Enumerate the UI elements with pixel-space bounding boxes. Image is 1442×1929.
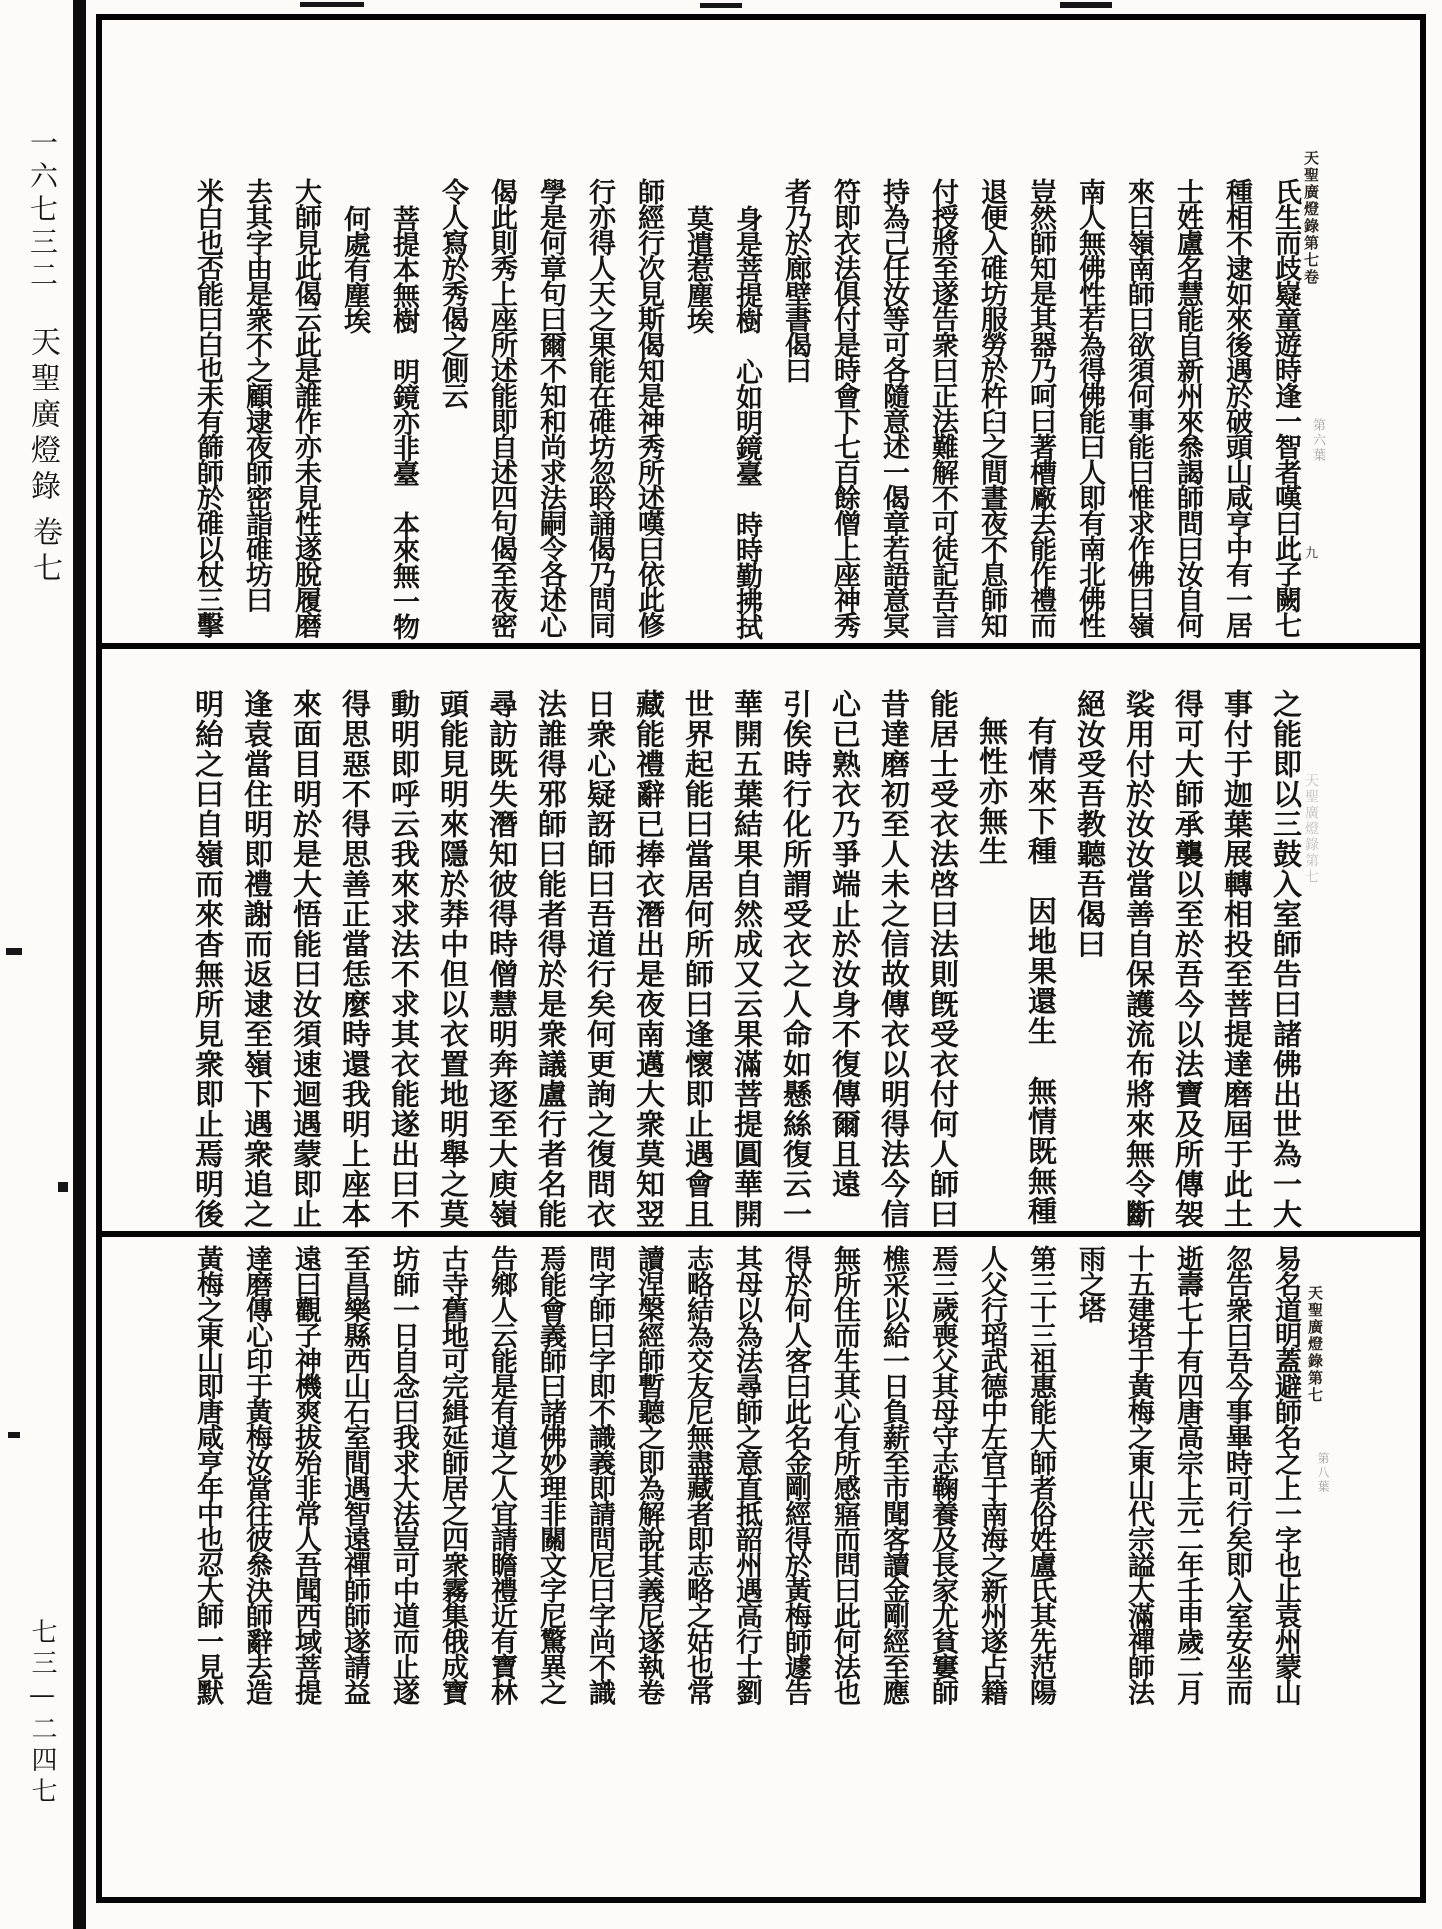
text-column: 讀涅槃經師暫聽之即為解說其義尼遂執卷	[633, 1245, 664, 1704]
margin-serial-number: 一六七三二	[26, 128, 59, 293]
text-column: 坊師一日自念曰我求大法豈可中道而止遂	[388, 1245, 419, 1704]
scan-noise	[8, 1432, 20, 1438]
text-column: 黃梅之東山即唐咸亨年中也忍大師一見默	[192, 1245, 223, 1704]
text-column: 忽告衆曰吾今事畢時可行矣即入室安坐而	[1221, 1245, 1252, 1704]
text-column: 志略結為交友尼無盡藏者即志略之姑也常	[682, 1245, 713, 1704]
text-column: 藏能禮辭已捧衣潛出是夜南邁大衆莫知翌	[632, 689, 666, 1229]
binding-bar	[73, 0, 86, 1929]
text-column: 得思惡不得思善正當恁麼時還我明上座本	[338, 689, 372, 1229]
text-column: 大師見此偈云此是誰作亦未見性遂脫履磨	[290, 178, 321, 637]
text-column: 事付于迦葉展轉相投至菩提達磨屆于此土	[1220, 689, 1254, 1229]
block3-sheet-mark: 第八葉	[1316, 1452, 1330, 1494]
column-area-3	[102, 1237, 1420, 1897]
text-column: 氏生而歧嶷童遊時逢一智者嘆曰此子闕七	[1270, 178, 1301, 637]
text-column: 士姓盧名慧能自新州來叅謁師問曰汝自何	[1172, 178, 1203, 637]
text-column: 豈然師知是其器乃呵曰著槽廠去能作禮而	[1025, 178, 1056, 637]
text-column: 焉能會義師曰諸佛妙理非關文字尼驚異之	[535, 1245, 566, 1704]
text-block-2	[102, 649, 1420, 1237]
text-column: 裟用付於汝汝當善自保護流布將來無令斷	[1122, 689, 1156, 1229]
text-column: 人父行瑫武德中左官于南海之新州遂占籍	[976, 1245, 1007, 1704]
text-column: 其母以為法尋師之意直抵韶州遇高行士劉	[731, 1245, 762, 1704]
text-column: 退便入碓坊服勞於杵臼之間晝夜不息師知	[976, 178, 1007, 637]
block2-ghost-annotation: 天聖廣燈錄第七	[1303, 773, 1319, 885]
text-column: 引俟時行化所謂受衣之人命如懸絲復云一	[779, 689, 813, 1229]
scan-noise	[58, 1182, 68, 1192]
text-column: 至昌樂縣西山石室間遇智遠禪師師遂請益	[339, 1245, 370, 1704]
text-column: 種相不逮如來後遇於破頭山咸亨中有一居	[1221, 178, 1252, 637]
text-column: 遠曰觀子神機爽拔殆非常人吾聞西域菩提	[290, 1245, 321, 1704]
text-column: 南人無佛性若為得佛能曰人即有南北佛性	[1074, 178, 1105, 637]
text-column: 行亦得人天之果能在碓坊忽聆誦偈乃問同	[584, 178, 615, 637]
text-column: 法誰得邪師曰能者得於是衆議盧行者名能	[534, 689, 568, 1229]
text-column: 得可大師承襲以至於吾今以法寶及所傳袈	[1171, 689, 1205, 1229]
scan-noise	[1060, 2, 1112, 8]
text-column: 頭能見明來隱於莽中但以衣置地明舉之莫	[436, 689, 470, 1229]
text-column: 告鄉人云能是有道之人宜請瞻禮近有寶林	[486, 1245, 517, 1704]
text-column: 能居士受衣法啓曰法則旣受衣付何人師曰	[926, 689, 960, 1229]
margin-volume-label: 卷七	[27, 516, 62, 588]
text-column: 無所住而生其心有所感寤而問曰此何法也	[829, 1245, 860, 1704]
text-column: 持為己任汝等可各隨意述一偈章若語意冥	[878, 178, 909, 637]
text-column: 樵采以給一日負薪至市聞客讀金剛經至應	[878, 1245, 909, 1704]
text-column: 達磨傳心印于黃梅汝當往彼叅決師辭去造	[241, 1245, 272, 1704]
text-column: 身是菩提樹 心如明鏡臺 時時勤拂拭	[731, 205, 762, 639]
margin-folio-number: 七三—二四七	[27, 1618, 57, 1808]
text-block-1	[102, 20, 1420, 649]
text-column: 之能即以三鼓入室師告曰諸佛出世為一大	[1269, 689, 1303, 1229]
text-column: 無性亦無生	[975, 716, 1009, 866]
text-column: 焉三歲喪父其母守志鞠養及長家尤貧窶師	[927, 1245, 958, 1704]
block1-small-header: 天聖廣燈錄第七卷	[1302, 150, 1320, 286]
text-column: 米白也否能曰白也未有篩師於碓以杖三擊	[192, 178, 223, 637]
text-column: 付授將至遂告衆曰正法難解不可徒記吾言	[927, 178, 958, 637]
text-column: 令人寫於秀偈之側云	[437, 178, 468, 408]
text-column: 來面目明於是大悟能曰汝須速迴遇蒙即止	[289, 689, 323, 1229]
scan-noise	[6, 948, 22, 955]
block3-small-header: 天聖廣燈錄第七	[1306, 1285, 1324, 1404]
text-column: 者乃於廊壁書偈曰	[780, 178, 811, 382]
text-column: 得於何人客曰此名金剛經得於黃梅師遽告	[780, 1245, 811, 1704]
text-column: 絕汝受吾教聽吾偈曰	[1073, 689, 1107, 959]
scan-noise	[300, 2, 364, 7]
text-column: 十五建塔于黃梅之東山代宗謚大滿禪師法	[1123, 1245, 1154, 1704]
text-column: 逝壽七十有四唐高宗上元二年壬申歲二月	[1172, 1245, 1203, 1704]
text-column: 符即衣法俱付是時會下七百餘僧上座神秀	[829, 178, 860, 637]
text-column: 莫遣惹塵埃	[682, 205, 713, 333]
column-area-2	[102, 649, 1420, 1231]
scan-noise	[700, 3, 742, 8]
text-column: 逢袁當住明即禮謝而返逮至嶺下遇衆追之	[240, 689, 274, 1229]
block1-sheet-mark: 第六葉	[1310, 418, 1325, 463]
column-area-1	[102, 20, 1420, 643]
text-column: 問字師曰字即不識義即請問尼曰字尚不識	[584, 1245, 615, 1704]
text-column: 世界起能曰當居何所師曰逢懷即止遇會且	[681, 689, 715, 1229]
text-column: 昔達磨初至人未之信故傳衣以明得法今信	[877, 689, 911, 1229]
text-column: 師經行次見斯偈知是神秀所述嘆曰依此修	[633, 178, 664, 637]
text-column: 尋訪既失潛知彼得時僧慧明奔逐至大庾嶺	[485, 689, 519, 1229]
text-block-3	[102, 1237, 1420, 1897]
text-column: 雨之塔	[1074, 1245, 1105, 1322]
text-column: 偈此則秀上座所述能即自述四句偈至夜密	[486, 178, 517, 637]
text-column: 第三十三祖惠能大師者俗姓盧氏其先范陽	[1025, 1245, 1056, 1704]
margin-book-title: 天聖廣燈錄	[25, 326, 60, 506]
text-column: 易名道明蓋避師名之上一字也止袁州蒙山	[1270, 1245, 1301, 1704]
text-column: 菩提本無樹 明鏡亦非臺 本來無一物	[388, 205, 419, 639]
text-column: 有情來下種 因地果還生 無情既無種	[1024, 716, 1058, 1226]
text-column: 心已熟衣乃爭端止於汝身不復傳爾且遠	[828, 689, 862, 1199]
text-column: 日衆心疑訝師曰吾道行矣何更詢之復問衣	[583, 689, 617, 1229]
text-column: 學是何章句曰爾不知和尚求法嗣令各述心	[535, 178, 566, 637]
text-frame	[96, 14, 1426, 1903]
text-column: 來曰嶺南師曰欲須何事能曰惟求作佛曰嶺	[1123, 178, 1154, 637]
text-column: 動明即呼云我來求法不求其衣能遂出曰不	[387, 689, 421, 1229]
text-column: 明紿之曰自嶺而來杳無所見衆即止焉明後	[191, 689, 225, 1229]
text-column: 華開五葉結果自然成又云果滿菩提圓華開	[730, 689, 764, 1229]
text-column: 何處有塵埃	[339, 205, 370, 333]
block1-folio-digit: 九	[1302, 546, 1317, 561]
text-column: 去其字由是衆不之顧逮夜師密詣碓坊曰	[241, 178, 272, 612]
text-column: 古寺舊地可完緝延師居之四衆霧集俄成寶	[437, 1245, 468, 1704]
